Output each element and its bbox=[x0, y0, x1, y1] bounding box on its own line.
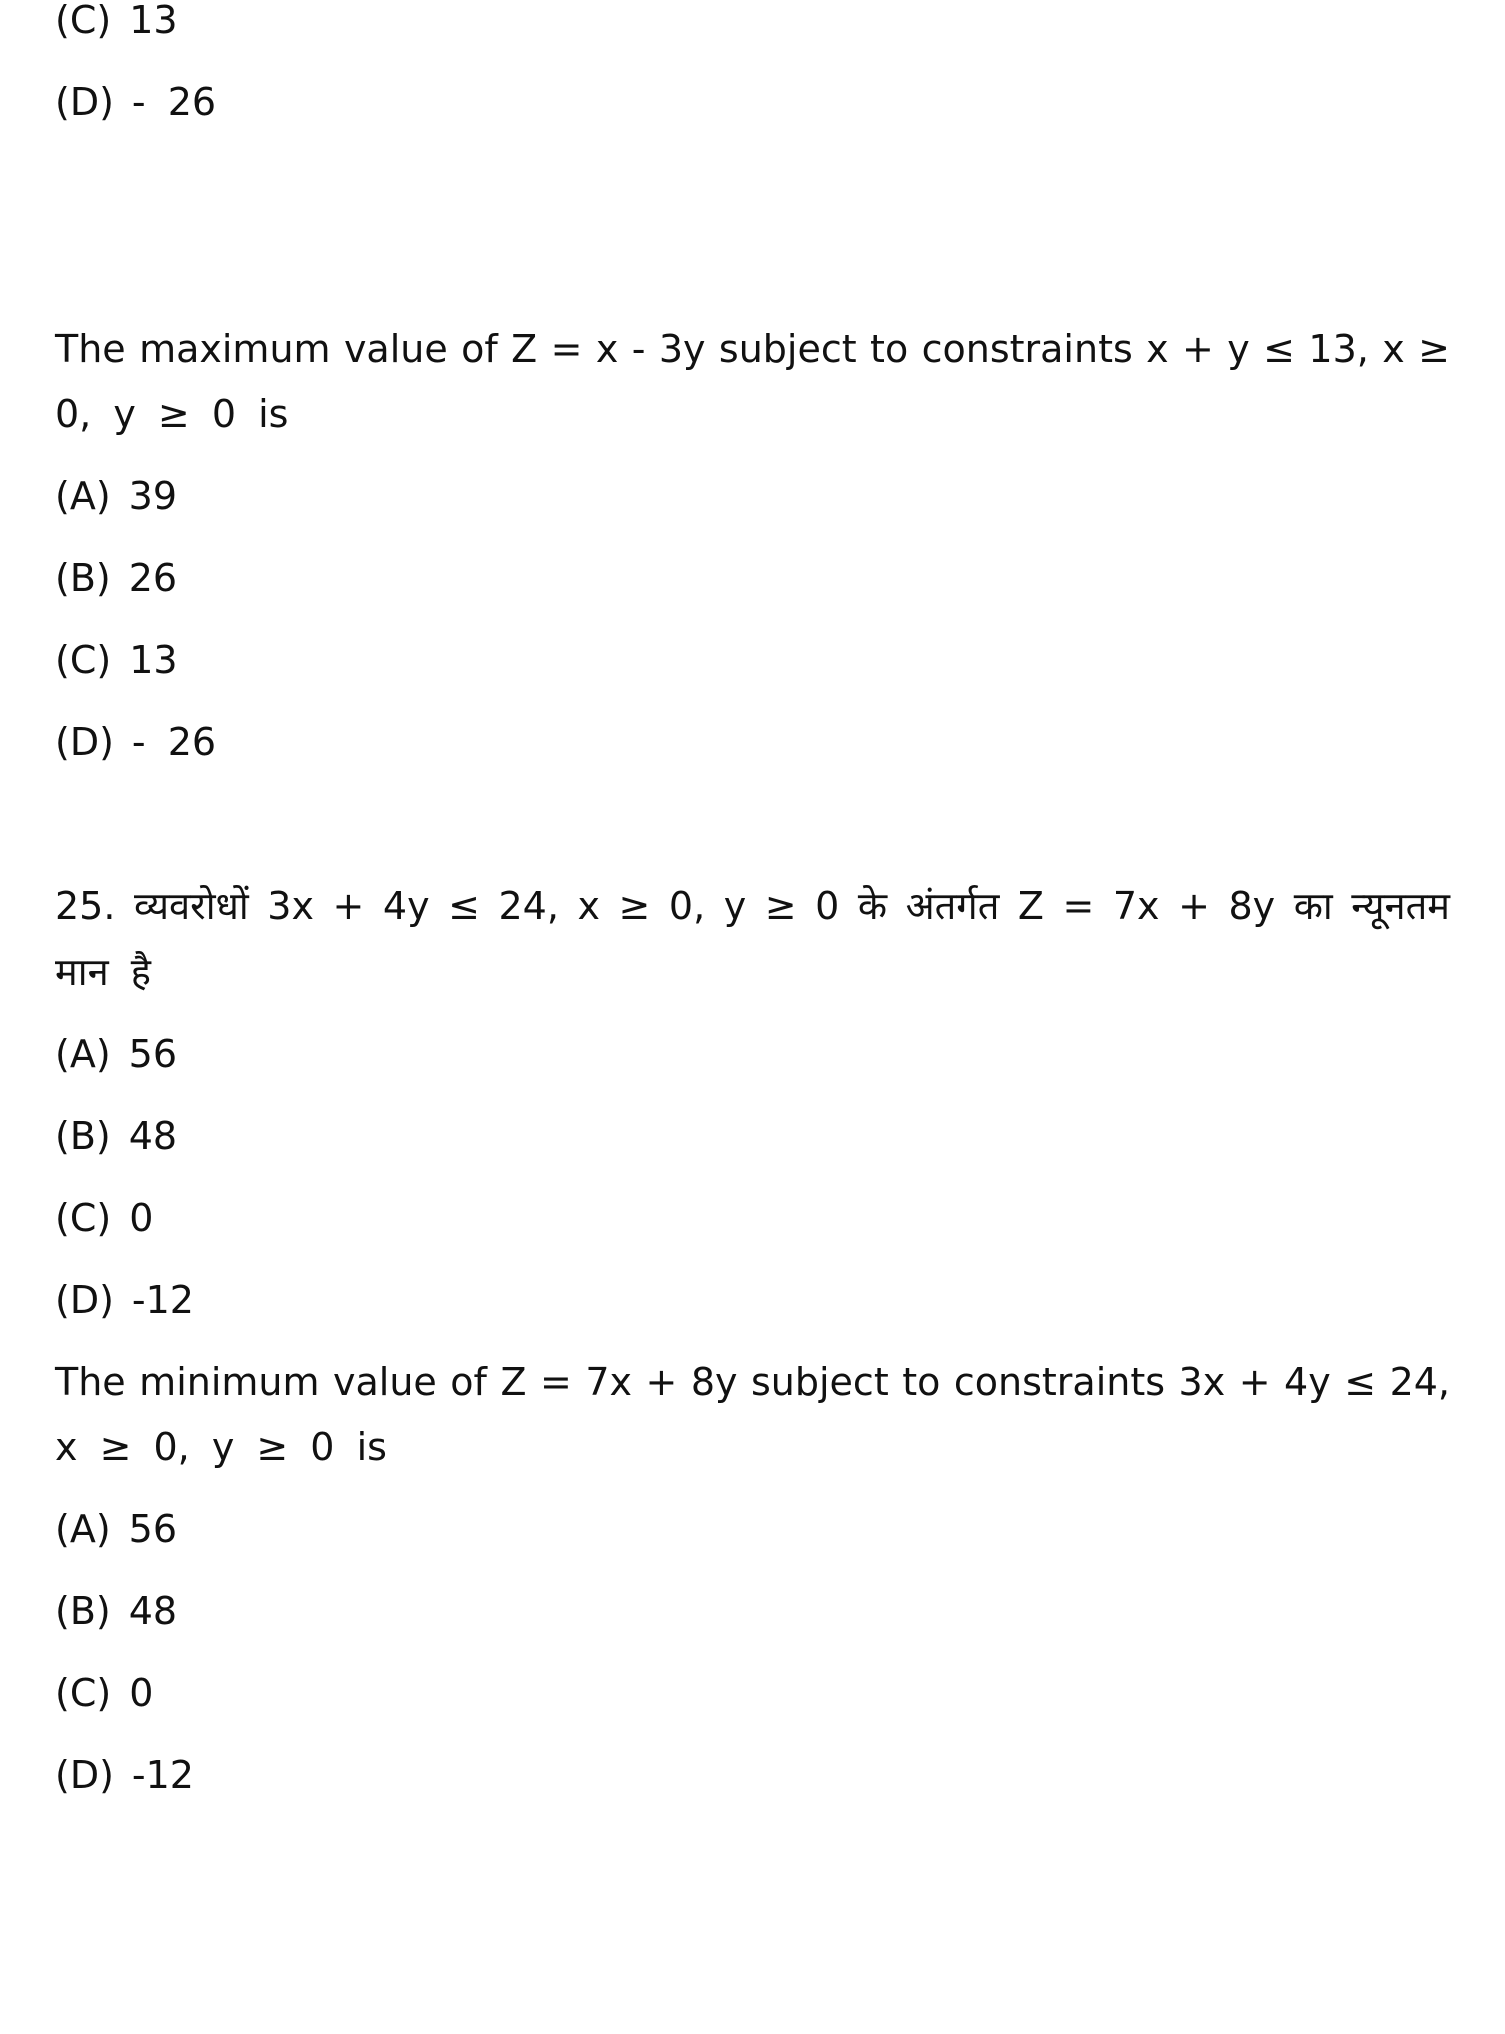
option-label: (C) bbox=[55, 638, 112, 682]
option-label: (D) bbox=[55, 1278, 114, 1322]
option-d bbox=[55, 1276, 194, 1324]
option-value: - 26 bbox=[131, 720, 217, 764]
option-label: (B) bbox=[55, 1589, 111, 1633]
option-label: (C) bbox=[55, 1671, 112, 1715]
option-value: 26 bbox=[128, 556, 178, 600]
option-c bbox=[55, 1669, 153, 1717]
option-value: 39 bbox=[128, 474, 178, 518]
option-value: - 26 bbox=[131, 80, 217, 124]
question-text-continued: 0, y ≥ 0 is bbox=[55, 392, 289, 436]
option-label: (B) bbox=[55, 556, 111, 600]
option-value: 48 bbox=[128, 1589, 178, 1633]
question-text-continued: x ≥ 0, y ≥ 0 is bbox=[55, 1425, 387, 1469]
option-label: (A) bbox=[55, 1507, 111, 1551]
option-label: (D) bbox=[55, 720, 114, 764]
option-b bbox=[55, 1112, 177, 1160]
option-label: (A) bbox=[55, 474, 111, 518]
option-a bbox=[55, 1030, 177, 1078]
option-c bbox=[55, 78, 216, 126]
option-b bbox=[55, 0, 178, 44]
option-value: -12 bbox=[131, 1278, 194, 1322]
option-value: 13 bbox=[129, 638, 178, 682]
option-d bbox=[55, 1751, 194, 1799]
option-c bbox=[55, 636, 178, 684]
option-b bbox=[55, 554, 177, 602]
option-label: (C) bbox=[55, 0, 112, 42]
option-value: -12 bbox=[131, 1753, 194, 1797]
question-text-hindi-continued: मान है bbox=[55, 950, 151, 994]
option-c bbox=[55, 1194, 153, 1242]
question-text: The maximum value of Z = x - 3y subject to constraints x + y ≤ 13, x ≥ bbox=[55, 327, 1450, 371]
option-label: (A) bbox=[55, 1032, 111, 1076]
option-value: 0 bbox=[129, 1196, 154, 1240]
option-b bbox=[55, 1587, 177, 1635]
option-value: 56 bbox=[128, 1507, 178, 1551]
option-value: 56 bbox=[128, 1032, 178, 1076]
option-value: 48 bbox=[128, 1114, 178, 1158]
option-label: (D) bbox=[55, 80, 114, 124]
question-text: The minimum value of Z = 7x + 8y subject to constraints 3x + 4y ≤ 24, bbox=[55, 1360, 1450, 1404]
option-value: 0 bbox=[129, 1671, 154, 1715]
option-d bbox=[55, 160, 73, 208]
option-label: (D) bbox=[55, 1753, 114, 1797]
option-a bbox=[55, 472, 177, 520]
option-a bbox=[55, 1505, 177, 1553]
option-label: (C) bbox=[55, 1196, 112, 1240]
option-value: 13 bbox=[129, 0, 178, 42]
option-label: (B) bbox=[55, 1114, 111, 1158]
question-text-hindi: 25. व्यवरोधों 3x + 4y ≤ 24, x ≥ 0, y ≥ 0 के अंतर्गत Z = 7x + 8y का न्यूनतम bbox=[55, 884, 1450, 928]
option-d bbox=[55, 718, 216, 766]
